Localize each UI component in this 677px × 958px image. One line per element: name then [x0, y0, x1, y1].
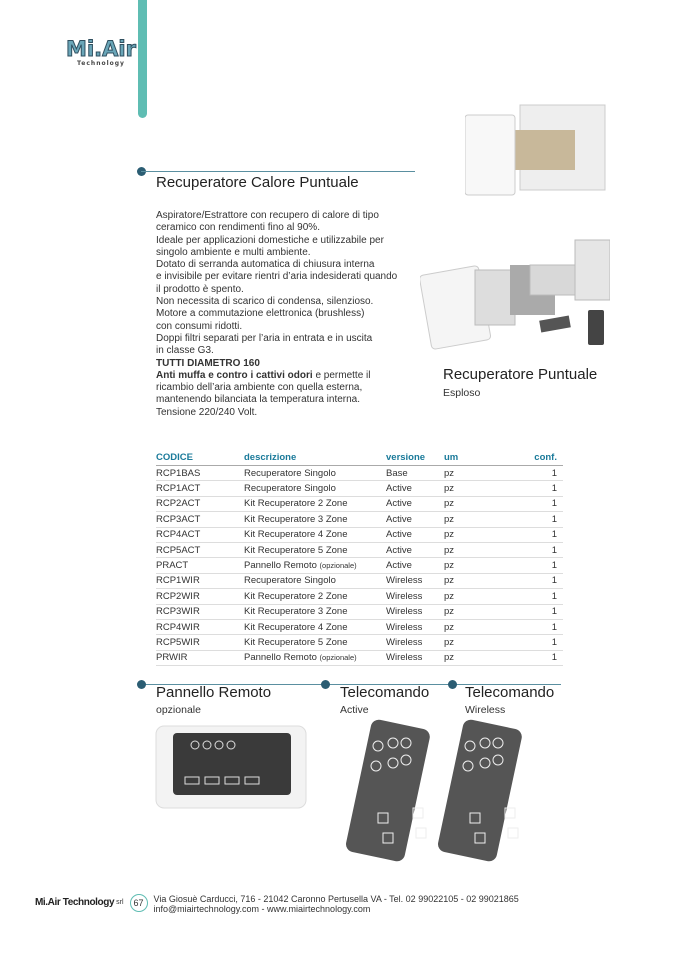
unit-cell — [444, 619, 514, 634]
section-dot — [137, 680, 146, 689]
footer — [35, 894, 519, 914]
description-cell — [244, 481, 386, 496]
section-dot — [321, 680, 330, 689]
description-cell — [244, 635, 386, 650]
version-cell-text: Wireless — [386, 652, 423, 664]
quantity-cell-text: 1 — [551, 483, 557, 495]
quantity-cell — [514, 619, 563, 634]
unit-cell — [444, 558, 514, 573]
code-cell — [156, 650, 244, 665]
version-cell-text: Active — [386, 498, 412, 510]
description-cell-text: Pannello Remoto — [244, 560, 317, 572]
description-cell — [244, 527, 386, 542]
description-cell-text: Kit Recuperatore 2 Zone — [244, 590, 348, 602]
version-cell-text: Active — [386, 560, 412, 572]
quantity-cell-text: 1 — [551, 575, 557, 587]
remote-panel-image — [155, 725, 307, 810]
description-cell-text: Kit Recuperatore 5 Zone — [244, 636, 348, 648]
unit-cell — [444, 512, 514, 527]
version-cell-text: Wireless — [386, 636, 423, 648]
table-row — [156, 542, 563, 557]
quantity-cell-text: 1 — [551, 544, 557, 556]
unit-cell — [444, 604, 514, 619]
code-cell — [156, 542, 244, 557]
description-cell-text: Kit Recuperatore 2 Zone — [244, 498, 348, 510]
description-cell — [244, 573, 386, 588]
quantity-cell-text: 1 — [551, 636, 557, 648]
version-cell — [386, 542, 444, 557]
quantity-cell — [514, 466, 563, 481]
exploded-photo — [420, 230, 610, 360]
quantity-cell — [514, 650, 563, 665]
column-header: descrizione — [244, 452, 386, 466]
version-cell — [386, 604, 444, 619]
table-row — [156, 589, 563, 604]
code-cell-text: RCP2ACT — [156, 498, 201, 510]
table-row — [156, 512, 563, 527]
description-line: il prodotto è spento. — [156, 283, 244, 295]
unit-cell-text: pz — [444, 498, 455, 510]
description-cell-text: Kit Recuperatore 3 Zone — [244, 606, 348, 618]
code-cell — [156, 589, 244, 604]
description-line: e invisibile per evitare rientri d’aria indesiderati quando — [156, 271, 398, 283]
quantity-cell — [514, 496, 563, 511]
version-cell — [386, 573, 444, 588]
unit-cell — [444, 635, 514, 650]
accessory-subtitle: Active — [340, 704, 369, 716]
unit-cell-text: pz — [444, 483, 455, 495]
version-cell-text: Base — [386, 467, 408, 479]
description-cell-text: Pannello Remoto — [244, 652, 317, 664]
accessory-title: Telecomando — [340, 684, 430, 701]
description-line: Ideale per applicazioni domestiche e utilizzabile per — [156, 234, 384, 246]
unit-cell — [444, 650, 514, 665]
description-line: Non necessita di scarico di condensa, silenzioso. — [156, 296, 374, 308]
version-cell — [386, 512, 444, 527]
version-cell-text: Wireless — [386, 606, 423, 618]
column-header: conf. — [514, 452, 563, 466]
optional-note: (opzionale) — [319, 653, 357, 663]
version-cell — [386, 619, 444, 634]
unit-cell-text: pz — [444, 621, 455, 633]
unit-cell-text: pz — [444, 590, 455, 602]
description-cell — [244, 589, 386, 604]
footer-company: Mi.Air Technology — [35, 897, 115, 908]
description-line: Motore a commutazione elettronica (brushless) — [156, 308, 365, 320]
code-cell — [156, 558, 244, 573]
column-header: CODICE — [156, 452, 244, 466]
table-row — [156, 650, 563, 665]
version-cell — [386, 496, 444, 511]
unit-cell — [444, 542, 514, 557]
code-cell — [156, 496, 244, 511]
description-line: Tensione 220/240 Volt. — [156, 406, 258, 418]
version-cell-text: Wireless — [386, 621, 423, 633]
quantity-cell-text: 1 — [551, 513, 557, 525]
quantity-cell — [514, 527, 563, 542]
description-line: singolo ambiente e multi ambiente. — [156, 246, 311, 258]
footer-contacts: info@miairtechnology.com - www.miairtechnology.com — [153, 904, 371, 914]
description-cell — [244, 496, 386, 511]
description-cell-text: Recuperatore Singolo — [244, 483, 336, 495]
quantity-cell — [514, 635, 563, 650]
unit-cell-text: pz — [444, 467, 455, 479]
code-cell-text: RCP1BAS — [156, 467, 201, 479]
feature-bold: Anti muffa e contro i cattivi odori — [156, 369, 313, 381]
quantity-cell — [514, 589, 563, 604]
code-cell-text: RCP3WIR — [156, 606, 200, 618]
version-cell — [386, 635, 444, 650]
exploded-subtitle: Esploso — [443, 387, 481, 399]
table-row — [156, 496, 563, 511]
description-cell — [244, 650, 386, 665]
quantity-cell-text: 1 — [551, 560, 557, 572]
version-cell — [386, 466, 444, 481]
version-cell-text: Wireless — [386, 575, 423, 587]
description-line: in classe G3. — [156, 345, 214, 357]
quantity-cell-text: 1 — [551, 529, 557, 541]
quantity-cell-text: 1 — [551, 621, 557, 633]
column-header: um — [444, 452, 514, 466]
code-cell-text: RCP1ACT — [156, 483, 201, 495]
code-cell — [156, 512, 244, 527]
description-cell-text: Recuperatore Singolo — [244, 467, 336, 479]
table-row — [156, 619, 563, 634]
quantity-cell-text: 1 — [551, 590, 557, 602]
unit-cell-text: pz — [444, 636, 455, 648]
quantity-cell — [514, 542, 563, 557]
unit-cell — [444, 573, 514, 588]
unit-cell — [444, 527, 514, 542]
code-cell-text: RCP2WIR — [156, 590, 200, 602]
version-cell — [386, 481, 444, 496]
quantity-cell-text: 1 — [551, 498, 557, 510]
description — [156, 210, 406, 419]
version-cell — [386, 558, 444, 573]
description-line: con consumi ridotti. — [156, 320, 243, 332]
unit-cell — [444, 496, 514, 511]
version-cell — [386, 650, 444, 665]
code-cell-text: RCP3ACT — [156, 513, 201, 525]
footer-suffix: srl — [116, 899, 124, 906]
accessory-subtitle: Wireless — [465, 704, 506, 716]
product-photo — [465, 95, 610, 210]
code-cell-text: PRACT — [156, 560, 189, 572]
table-row — [156, 573, 563, 588]
code-cell — [156, 573, 244, 588]
quantity-cell — [514, 558, 563, 573]
description-cell-text: Kit Recuperatore 3 Zone — [244, 513, 348, 525]
code-cell — [156, 527, 244, 542]
quantity-cell-text: 1 — [551, 606, 557, 618]
exploded-title: Recuperatore Puntuale — [443, 366, 598, 383]
quantity-cell-text: 1 — [551, 467, 557, 479]
code-cell — [156, 481, 244, 496]
table-row — [156, 466, 563, 481]
code-cell-text: RCP1WIR — [156, 575, 200, 587]
quantity-cell — [514, 573, 563, 588]
unit-cell — [444, 589, 514, 604]
unit-cell-text: pz — [444, 652, 455, 664]
table-row — [156, 604, 563, 619]
table-row — [156, 558, 563, 573]
quantity-cell — [514, 481, 563, 496]
version-cell — [386, 527, 444, 542]
code-cell-text: RCP5ACT — [156, 544, 201, 556]
quantity-cell-text: 1 — [551, 652, 557, 664]
description-cell-text: Kit Recuperatore 5 Zone — [244, 544, 348, 556]
code-cell — [156, 466, 244, 481]
version-cell-text: Active — [386, 483, 412, 495]
code-cell — [156, 635, 244, 650]
exploded-view-image — [420, 230, 610, 360]
footer-address: Via Giosuè Carducci, 716 - 21042 Caronno Pertusella VA - Tel. 02 99022105 - 02 99021865 — [153, 894, 519, 904]
description-cell — [244, 619, 386, 634]
description-cell — [244, 466, 386, 481]
description-cell — [244, 512, 386, 527]
version-cell-text: Wireless — [386, 590, 423, 602]
description-line: mantenendo bilanciata la temperatura interna. — [156, 394, 361, 406]
unit-cell-text: pz — [444, 513, 455, 525]
quantity-cell — [514, 512, 563, 527]
code-cell — [156, 604, 244, 619]
unit-cell-text: pz — [444, 606, 455, 618]
diameter-note: TUTTI DIAMETRO 160 — [156, 357, 260, 369]
accessory-title: Pannello Remoto — [156, 684, 272, 701]
table-row — [156, 481, 563, 496]
remote-active-image — [338, 718, 443, 863]
quantity-cell — [514, 604, 563, 619]
table-row — [156, 635, 563, 650]
code-cell-text: RCP4WIR — [156, 621, 200, 633]
description-line: Doppi filtri separati per l’aria in entrata e in uscita — [156, 332, 373, 344]
unit-cell — [444, 481, 514, 496]
section-title: Recuperatore Calore Puntuale — [156, 174, 359, 191]
description-cell-text: Kit Recuperatore 4 Zone — [244, 529, 348, 541]
remote-wireless-image — [430, 718, 535, 863]
column-header: versione — [386, 452, 444, 466]
product-table — [156, 452, 563, 666]
feature-text: e permette il — [312, 369, 371, 381]
unit-cell-text: pz — [444, 529, 455, 541]
description-cell — [244, 542, 386, 557]
page-number: 67 — [130, 894, 148, 912]
version-cell-text: Active — [386, 529, 412, 541]
logo-name: Mi.Air — [66, 37, 136, 61]
logo — [62, 38, 140, 67]
section-dot — [448, 680, 457, 689]
description-cell-text: Kit Recuperatore 4 Zone — [244, 621, 348, 633]
unit-cell — [444, 466, 514, 481]
table-row — [156, 527, 563, 542]
code-cell-text: PRWIR — [156, 652, 188, 664]
description-line: Dotato di serranda automatica di chiusura interna — [156, 259, 375, 271]
description-cell — [244, 558, 386, 573]
unit-cell-text: pz — [444, 544, 455, 556]
version-cell-text: Active — [386, 513, 412, 525]
unit-cell-text: pz — [444, 575, 455, 587]
accessory-subtitle: opzionale — [156, 704, 201, 716]
accessory-title: Telecomando — [465, 684, 555, 701]
section-line — [141, 171, 415, 172]
version-cell — [386, 589, 444, 604]
description-cell-text: Recuperatore Singolo — [244, 575, 336, 587]
logo-tagline: Technology — [77, 60, 125, 67]
code-cell-text: RCP5WIR — [156, 636, 200, 648]
description-line: ceramico con rendimenti fino al 90%. — [156, 222, 320, 234]
description-line: ricambio dell’aria ambiente con quella esterna, — [156, 382, 363, 394]
unit-cell-text: pz — [444, 560, 455, 572]
recuperatore-image — [465, 95, 610, 210]
code-cell-text: RCP4ACT — [156, 529, 201, 541]
description-line: Aspiratore/Estrattore con recupero di calore di tipo — [156, 210, 379, 221]
code-cell — [156, 619, 244, 634]
version-cell-text: Active — [386, 544, 412, 556]
description-cell — [244, 604, 386, 619]
optional-note: (opzionale) — [319, 561, 357, 571]
